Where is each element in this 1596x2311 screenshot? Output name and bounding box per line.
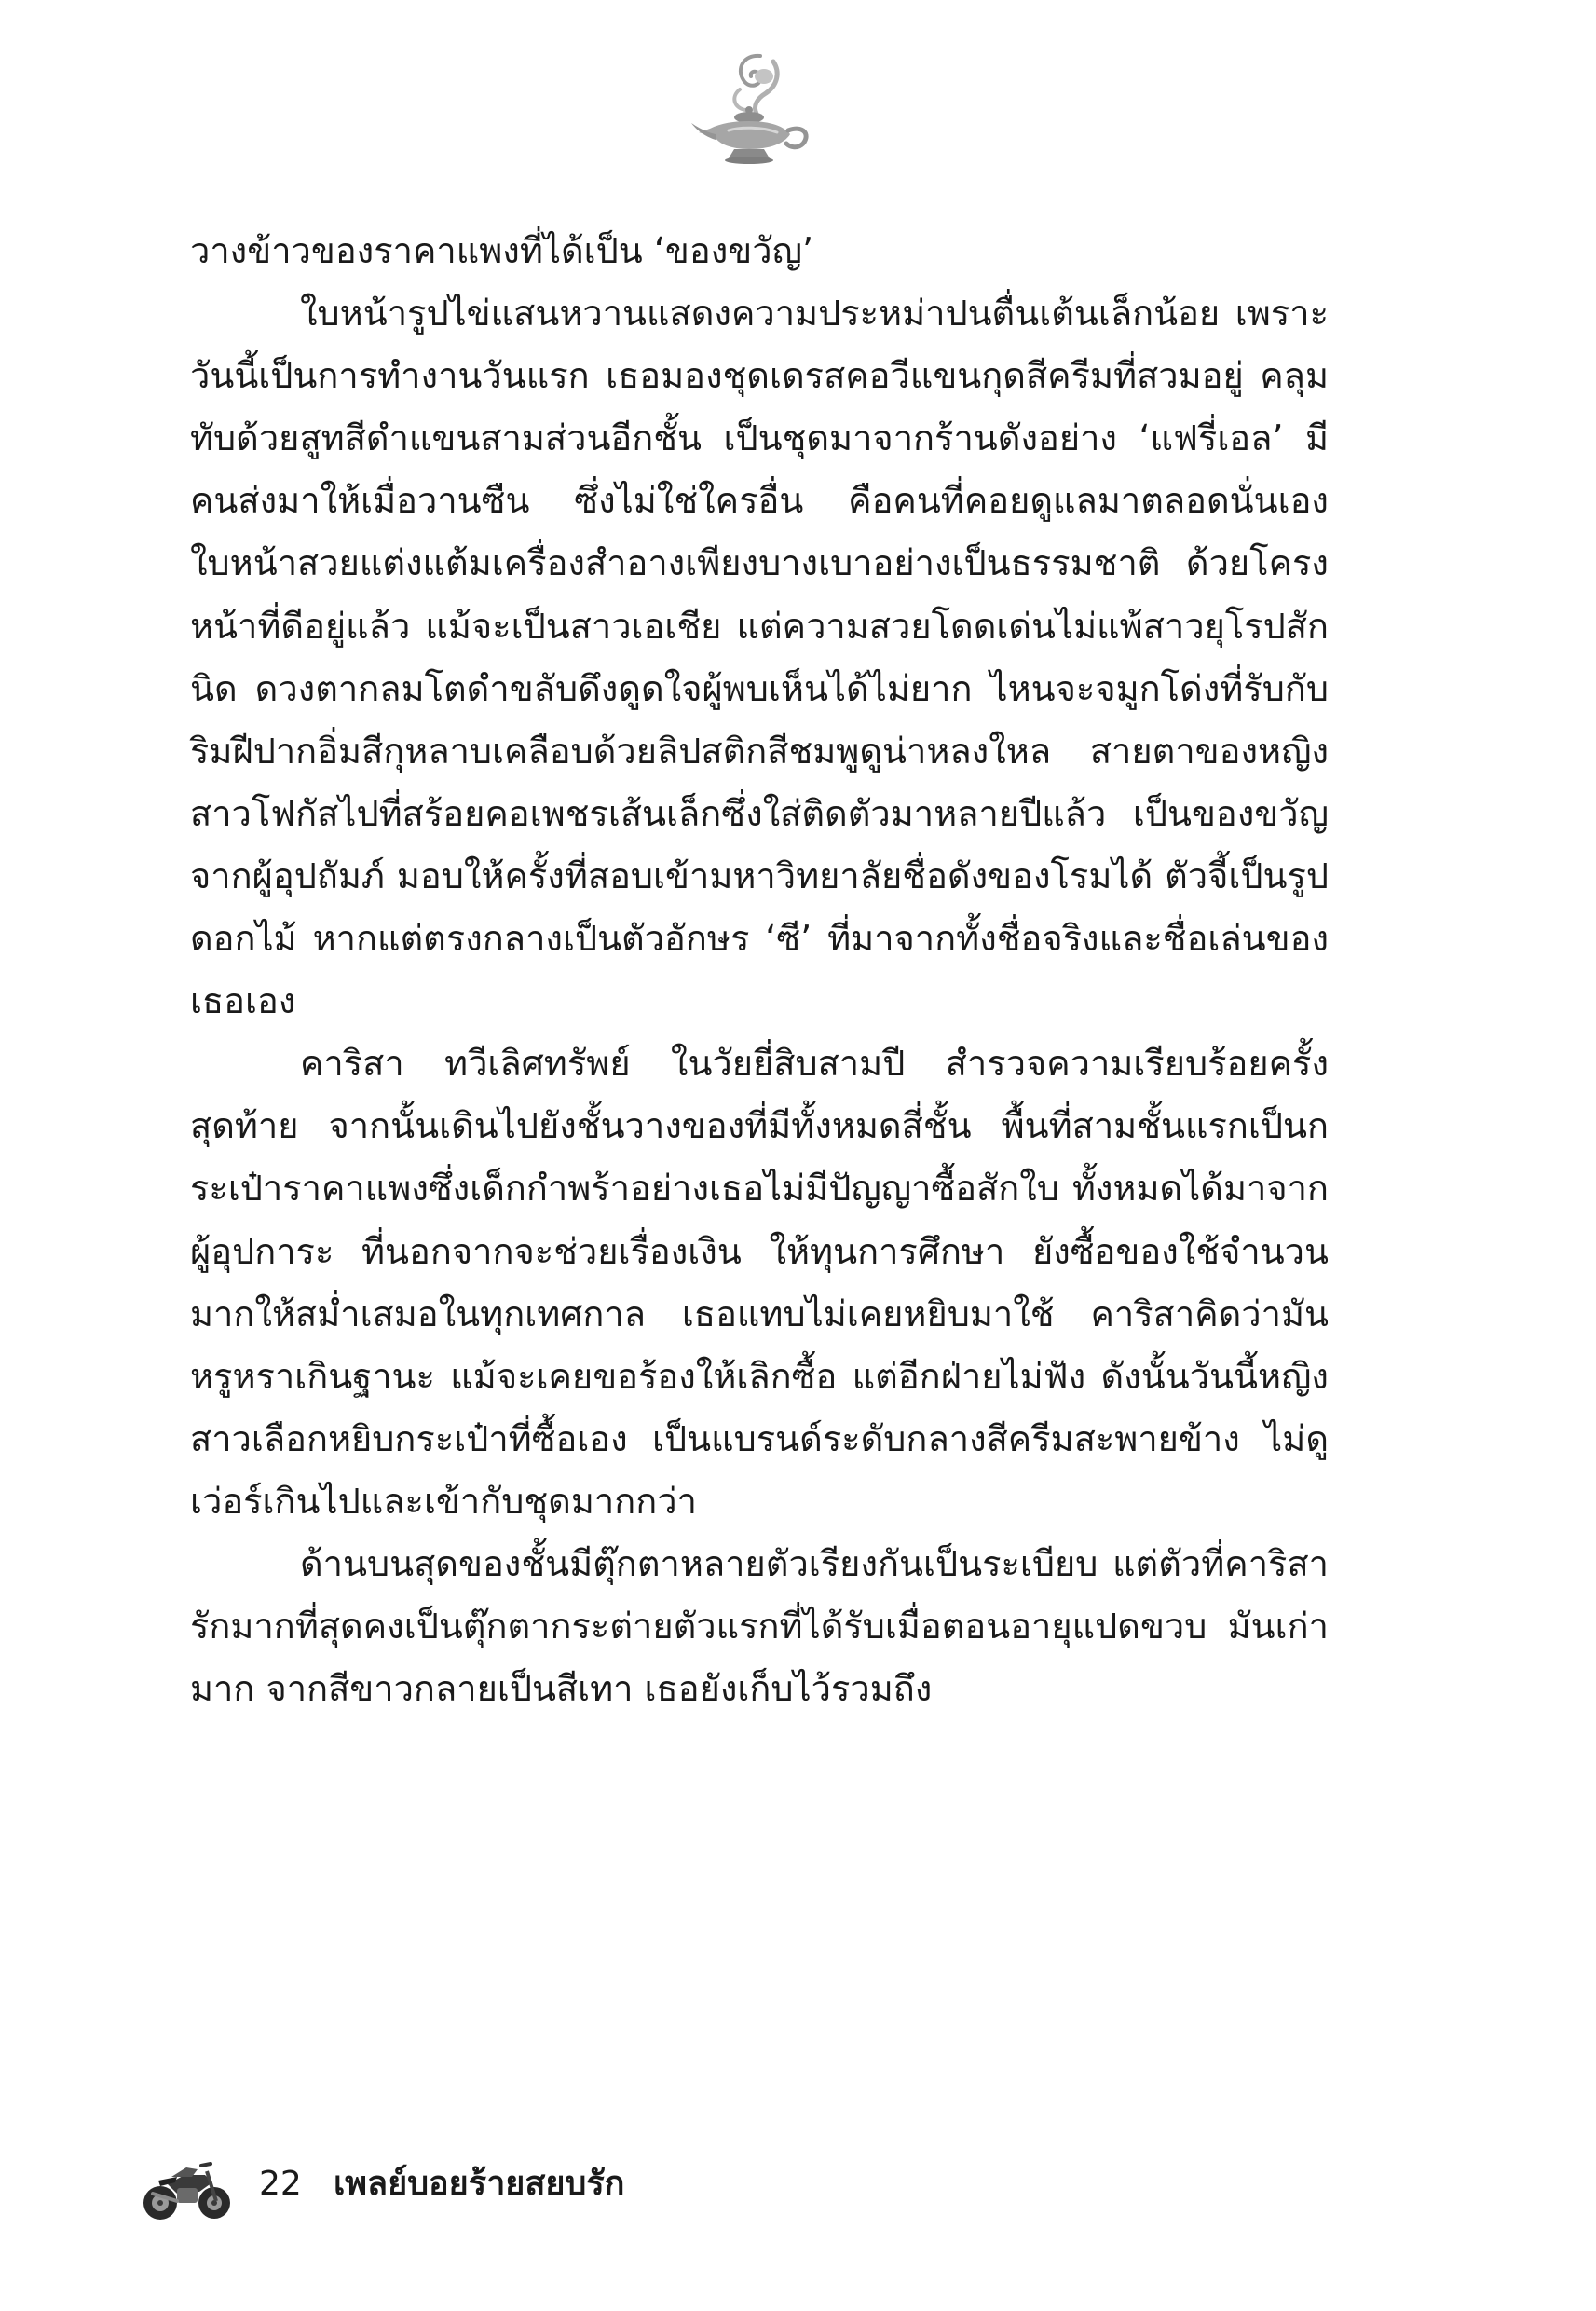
paragraph-continuation: วางข้าวของราคาแพงที่ได้เป็น ‘ของขวัญ’ xyxy=(190,230,814,271)
book-title: เพลย์บอยร้ายสยบรัก xyxy=(334,2165,625,2203)
motorcycle-icon xyxy=(140,2143,233,2227)
paragraph: คาริสา ทวีเลิศทรัพย์ ในวัยยี่สิบสามปี สำรวจความเรียบร้อยครั้งสุดท้าย จากนั้นเดินไปยังชั้นวางของที่มีทั้งหมดสี่ชั้น พื้นที่สามชั้นแรกเป็นกระเป๋าราคาแพงซึ่งเด็กกำพร้าอย่างเธอไม่มีปัญญาซื้อสักใบ ทั้งหมดได้มาจากผู้อุปการะ ที่นอกจากจะช่วยเรื่องเงิน ให้ทุนการศึกษา ยังซื้อของใช้จำนวนมากให้สม่ำเสมอในทุกเทศกาล เธอแทบไม่เคยหยิบมาใช้ คาริสาคิดว่ามันหรูหราเกินฐานะ แม้จะเคยขอร้องให้เลิกซื้อ แต่อีกฝ่ายไม่ฟัง ดังนั้นวันนี้หญิงสาวเลือกหยิบกระเป๋าที่ซื้อเอง เป็นแบรนด์ระดับกลางสีครีมสะพายข้าง ไม่ดูเว่อร์เกินไปและเข้ากับชุดมากกว่า xyxy=(190,1043,1329,1522)
page-footer xyxy=(140,2143,792,2227)
paragraph: ใบหน้ารูปไข่แสนหวานแสดงความประหม่าปนตื่นเต้นเล็กน้อย เพราะวันนี้เป็นการทำงานวันแรก เธอมองชุดเดรสคอวีแขนกุดสีครีมที่สวมอยู่ คลุมทับด้วยสูทสีดำแขนสามส่วนอีกชั้น เป็นชุดมาจากร้านดังอย่าง ‘แฟรี่เอล’ มีคนส่งมาให้เมื่อวานซืน ซึ่งไม่ใช่ใครอื่น คือคนที่คอยดูแลมาตลอดนั่นเอง ใบหน้าสวยแต่งแต้มเครื่องสำอางเพียงบางเบาอย่างเป็นธรรมชาติ ด้วยโครงหน้าที่ดีอยู่แล้ว แม้จะเป็นสาวเอเชีย แต่ความสวยโดดเด่นไม่แพ้สาวยุโรปสักนิด ดวงตากลมโตดำขลับดึงดูดใจผู้พบเห็นได้ไม่ยาก ไหนจะจมูกโด่งที่รับกับริมฝีปากอิ่มสีกุหลาบเคลือบด้วยลิปสติกสีชมพูดูน่าหลงใหล สายตาของหญิงสาวโฟกัสไปที่สร้อยคอเพชรเส้นเล็กซึ่งใส่ติดตัวมาหลายปีแล้ว เป็นของขวัญจากผู้อุปถัมภ์ มอบให้ครั้งที่สอบเข้ามหาวิทยาลัยชื่อดังของโรมได้ ตัวจี้เป็นรูปดอกไม้ หากแต่ตรงกลางเป็นตัวอักษร ‘ซี’ ที่มาจากทั้งชื่อจริงและชื่อเล่นของเธอเอง xyxy=(190,293,1329,1022)
genie-lamp-icon xyxy=(688,48,818,170)
page-number: 22 xyxy=(259,2165,302,2203)
chapter-body xyxy=(190,220,1329,1720)
paragraph: ด้านบนสุดของชั้นมีตุ๊กตาหลายตัวเรียงกันเป็นระเบียบ แต่ตัวที่คาริสารักมากที่สุดคงเป็นตุ๊กตากระต่ายตัวแรกที่ได้รับเมื่อตอนอายุแปดขวบ มันเก่ามาก จากสีขาวกลายเป็นสีเทา เธอยังเก็บไว้รวมถึง xyxy=(190,1542,1329,1710)
